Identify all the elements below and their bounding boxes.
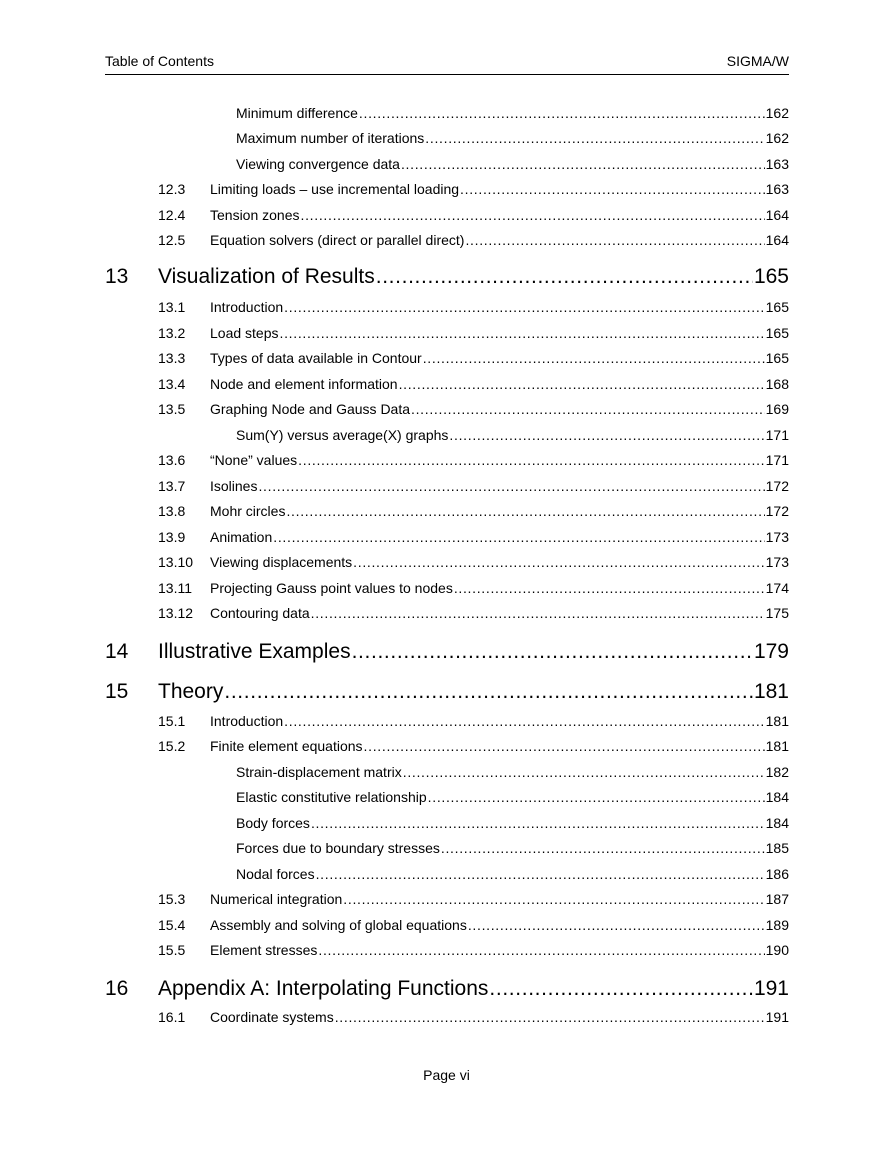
toc-entry-page: 162 <box>765 105 789 121</box>
dot-leader <box>460 181 765 197</box>
dot-leader <box>465 232 764 248</box>
toc-entry-title-line <box>236 815 789 831</box>
toc-entry-number: 12.4 <box>158 207 186 223</box>
toc-entry-page: 172 <box>765 478 789 494</box>
dot-leader <box>311 605 765 621</box>
dot-leader <box>311 815 765 831</box>
toc-entry-page: 182 <box>765 764 789 780</box>
toc-entry[interactable] <box>0 325 893 345</box>
toc-entry-page: 181 <box>765 713 789 729</box>
dot-leader <box>280 325 765 341</box>
toc-entry-title-line <box>210 181 789 197</box>
toc-entry-title-line <box>210 232 789 248</box>
toc-entry-title: Isolines <box>210 478 258 494</box>
dot-leader <box>286 503 764 519</box>
toc-entry-title-line <box>210 738 789 754</box>
toc-entry[interactable] <box>0 680 893 708</box>
toc-entry-page: 184 <box>765 789 789 805</box>
toc-entry[interactable] <box>0 840 893 860</box>
toc-entry-title: Maximum number of iterations <box>236 130 425 146</box>
toc-entry-page: 164 <box>765 232 789 248</box>
toc-entry-title: Mohr circles <box>210 503 286 519</box>
toc-entry-title-line <box>210 452 789 468</box>
toc-entry-title-line <box>210 376 789 392</box>
toc-entry-title: Sum(Y) versus average(X) graphs <box>236 427 449 443</box>
toc-entry[interactable] <box>0 130 893 150</box>
toc-entry-page: 185 <box>765 840 789 856</box>
toc-entry-title: Forces due to boundary stresses <box>236 840 440 856</box>
toc-entry-page: 163 <box>765 156 789 172</box>
toc-entry[interactable] <box>0 605 893 625</box>
page-number-footer: Page vi <box>423 1067 470 1083</box>
toc-entry[interactable] <box>0 891 893 911</box>
dot-leader <box>401 156 765 172</box>
toc-entry-title-line <box>236 764 789 780</box>
toc-entry-title: Contouring data <box>210 605 310 621</box>
dot-leader <box>258 478 764 494</box>
header-section-title: Table of Contents <box>105 53 214 69</box>
toc-entry-page: 190 <box>765 942 789 958</box>
toc-entry-title: Assembly and solving of global equations <box>210 917 467 933</box>
toc-entry-number: 13.12 <box>158 605 194 621</box>
toc-entry-title: Load steps <box>210 325 279 341</box>
toc-entry-title-line <box>210 917 789 933</box>
toc-entry-number: 13.2 <box>158 325 186 341</box>
toc-entry-number: 13.5 <box>158 401 186 417</box>
toc-entry-title: Introduction <box>210 713 284 729</box>
toc-entry[interactable] <box>0 299 893 319</box>
toc-entry-title: Body forces <box>236 815 310 831</box>
toc-entry-number: 16.1 <box>158 1009 186 1025</box>
dot-leader <box>411 401 765 417</box>
toc-entry-title-line <box>210 299 789 315</box>
toc-entry-page: 181 <box>765 738 789 754</box>
toc-entry-number: 15 <box>105 680 129 703</box>
toc-entry[interactable] <box>0 942 893 962</box>
toc-entry[interactable] <box>0 478 893 498</box>
dot-leader <box>403 764 765 780</box>
dot-leader <box>273 529 764 545</box>
toc-entry[interactable] <box>0 580 893 600</box>
toc-entry-title-line <box>210 478 789 494</box>
toc-entry-number: 15.2 <box>158 738 186 754</box>
dot-leader <box>284 299 764 315</box>
dot-leader <box>224 680 753 704</box>
toc-entry[interactable] <box>0 401 893 421</box>
toc-entry[interactable] <box>0 866 893 886</box>
toc-entry-page: 184 <box>765 815 789 831</box>
dot-leader <box>468 917 765 933</box>
toc-entry-title: Coordinate systems <box>210 1009 334 1025</box>
toc-entry-title: Theory <box>158 680 224 703</box>
toc-entry-title: Types of data available in Contour <box>210 350 422 366</box>
toc-entry-title: Tension zones <box>210 207 300 223</box>
toc-entry-number: 13.10 <box>158 554 194 570</box>
toc-entry-number: 15.3 <box>158 891 186 907</box>
toc-entry-page: 189 <box>765 917 789 933</box>
toc-entry-number: 13.7 <box>158 478 186 494</box>
toc-entry[interactable] <box>0 503 893 523</box>
toc-entry-title-line <box>236 130 789 146</box>
toc-entry-title-line <box>158 977 789 1001</box>
toc-entry-title-line <box>210 605 789 621</box>
toc-entry-page: 171 <box>765 452 789 468</box>
toc-entry[interactable] <box>0 232 893 252</box>
dot-leader <box>489 977 753 1001</box>
toc-entry-title: Node and element information <box>210 376 398 392</box>
toc-entry[interactable] <box>0 1009 893 1029</box>
toc-entry-title: Projecting Gauss point values to nodes <box>210 580 453 596</box>
dot-leader <box>284 713 764 729</box>
dot-leader <box>353 554 764 570</box>
toc-entry-page: 172 <box>765 503 789 519</box>
toc-entry[interactable] <box>0 265 893 293</box>
toc-entry-title: Nodal forces <box>236 866 315 882</box>
toc-entry-page: 165 <box>765 325 789 341</box>
toc-entry-title: “None” values <box>210 452 298 468</box>
dot-leader <box>318 942 764 958</box>
toc-entry[interactable] <box>0 815 893 835</box>
dot-leader <box>335 1009 765 1025</box>
toc-entry-title-line <box>210 891 789 907</box>
toc-entry-page: 187 <box>765 891 789 907</box>
toc-entry[interactable] <box>0 427 893 447</box>
toc-entry-title-line <box>158 640 789 664</box>
dot-leader <box>352 640 753 664</box>
toc-entry-page: 174 <box>765 580 789 596</box>
toc-entry-title-line <box>210 325 789 341</box>
toc-entry-title-line <box>210 1009 789 1025</box>
toc-entry-page: 173 <box>765 554 789 570</box>
toc-entry[interactable] <box>0 713 893 733</box>
toc-entry-title-line <box>210 401 789 417</box>
dot-leader <box>399 376 765 392</box>
toc-entry-title-line <box>236 156 789 172</box>
toc-entry-title-line <box>236 427 789 443</box>
toc-entry-page: 164 <box>765 207 789 223</box>
toc-entry-title-line <box>210 529 789 545</box>
toc-entry-title: Limiting loads – use incremental loading <box>210 181 460 197</box>
toc-entry-title-line <box>210 554 789 570</box>
dot-leader <box>376 265 753 289</box>
toc-entry-page: 173 <box>765 529 789 545</box>
dot-leader <box>425 130 764 146</box>
toc-entry-title: Viewing displacements <box>210 554 353 570</box>
dot-leader <box>359 105 765 121</box>
toc-entry-page: 169 <box>765 401 789 417</box>
toc-entry-title: Viewing convergence data <box>236 156 400 172</box>
dot-leader <box>364 738 765 754</box>
toc-entry[interactable] <box>0 764 893 784</box>
toc-entry-number: 15.5 <box>158 942 186 958</box>
toc-entry-title-line <box>236 105 789 121</box>
header-product-name: SIGMA/W <box>726 53 789 69</box>
toc-entry[interactable] <box>0 207 893 227</box>
toc-entry-number: 16 <box>105 977 129 1000</box>
toc-entry-number: 15.4 <box>158 917 186 933</box>
toc-entry-title-line <box>158 265 789 289</box>
toc-entry[interactable] <box>0 105 893 125</box>
toc-entry-number: 13.11 <box>158 580 192 596</box>
toc-entry-number: 13 <box>105 265 129 288</box>
toc-entry[interactable] <box>0 156 893 176</box>
toc-entry-page: 162 <box>765 130 789 146</box>
toc-entry-title: Graphing Node and Gauss Data <box>210 401 411 417</box>
toc-entry[interactable] <box>0 977 893 1005</box>
toc-entry-title-line <box>236 840 789 856</box>
toc-entry-title: Visualization of Results <box>158 265 375 288</box>
toc-entry-page: 168 <box>765 376 789 392</box>
toc-entry-title-line <box>210 503 789 519</box>
toc-entry-title-line <box>236 789 789 805</box>
toc-entry-title-line <box>158 680 789 704</box>
toc-entry-page: 191 <box>765 1009 789 1025</box>
toc-entry-title: Numerical integration <box>210 891 343 907</box>
toc-entry[interactable] <box>0 529 893 549</box>
toc-entry-page: 165 <box>753 265 789 288</box>
toc-entry-title-line <box>210 350 789 366</box>
toc-entry-title-line <box>236 866 789 882</box>
toc-entry-title: Finite element equations <box>210 738 363 754</box>
toc-entry[interactable] <box>0 452 893 472</box>
toc-entry-title: Strain-displacement matrix <box>236 764 402 780</box>
toc-entry-number: 12.5 <box>158 232 186 248</box>
toc-entry-number: 15.1 <box>158 713 186 729</box>
dot-leader <box>343 891 764 907</box>
toc-entry-page: 163 <box>765 181 789 197</box>
toc-entry-page: 175 <box>765 605 789 621</box>
toc-entry-title: Minimum difference <box>236 105 358 121</box>
toc-entry-title-line <box>210 580 789 596</box>
toc-entry[interactable] <box>0 917 893 937</box>
dot-leader <box>428 789 765 805</box>
toc-entry[interactable] <box>0 376 893 396</box>
toc-entry[interactable] <box>0 350 893 370</box>
toc-entry-title: Animation <box>210 529 273 545</box>
toc-entry[interactable] <box>0 181 893 201</box>
toc-entry-number: 13.3 <box>158 350 186 366</box>
toc-entry-page: 181 <box>753 680 789 703</box>
toc-entry-number: 13.8 <box>158 503 186 519</box>
toc-entry-page: 165 <box>765 299 789 315</box>
toc-entry[interactable] <box>0 554 893 574</box>
toc-entry-title: Element stresses <box>210 942 318 958</box>
toc-entry-number: 14 <box>105 640 129 663</box>
toc-entry-title: Appendix A: Interpolating Functions <box>158 977 489 1000</box>
toc-entry-page: 191 <box>753 977 789 1000</box>
toc-entry-number: 13.4 <box>158 376 186 392</box>
dot-leader <box>301 207 765 223</box>
toc-entry-number: 13.6 <box>158 452 186 468</box>
toc-entry-page: 171 <box>765 427 789 443</box>
toc-entry-title: Equation solvers (direct or parallel direct) <box>210 232 465 248</box>
toc-entry-title-line <box>210 207 789 223</box>
toc-entry-number: 13.9 <box>158 529 186 545</box>
toc-entry-title: Elastic constitutive relationship <box>236 789 427 805</box>
toc-entry-number: 13.1 <box>158 299 186 315</box>
dot-leader <box>454 580 765 596</box>
toc-entry-title-line <box>210 942 789 958</box>
dot-leader <box>423 350 765 366</box>
toc-entry-title-line <box>210 713 789 729</box>
toc-entry-page: 186 <box>765 866 789 882</box>
toc-entry[interactable] <box>0 640 893 668</box>
dot-leader <box>441 840 765 856</box>
dot-leader <box>316 866 765 882</box>
toc-entry-page: 179 <box>753 640 789 663</box>
toc-entry-title: Illustrative Examples <box>158 640 351 663</box>
dot-leader <box>449 427 764 443</box>
toc-entry[interactable] <box>0 789 893 809</box>
toc-entry-number: 12.3 <box>158 181 186 197</box>
toc-entry-title: Introduction <box>210 299 284 315</box>
toc-entry[interactable] <box>0 738 893 758</box>
toc-entry-page: 165 <box>765 350 789 366</box>
dot-leader <box>298 452 764 468</box>
